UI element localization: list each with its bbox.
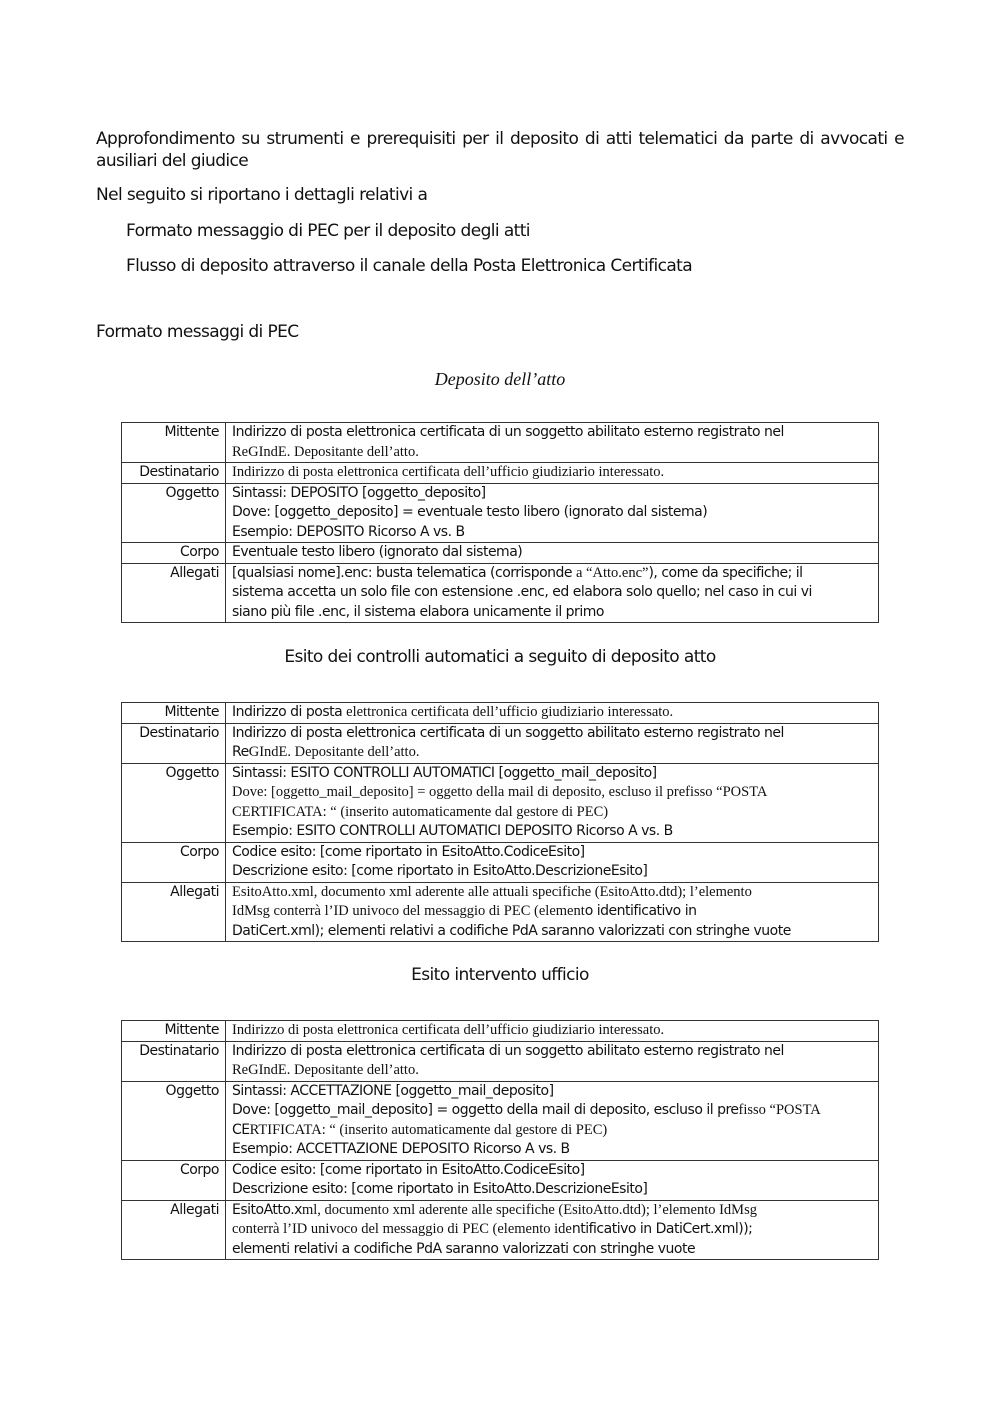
table-row bbox=[122, 423, 879, 463]
value-line bbox=[232, 443, 874, 463]
text-run: Indirizzo di posta elettronica certificata dell’ufficio giudiziario interessato. bbox=[232, 1022, 665, 1038]
table-row bbox=[122, 723, 879, 763]
text-run: ml, documento xml aderente alle specifiche (EsitoAtto.dtd); l’elemento IdMsg bbox=[301, 1201, 757, 1218]
text-run: ReGIndE. Depositante dell’atto. bbox=[232, 443, 419, 460]
value-line bbox=[232, 843, 874, 863]
text-run: CERTIFICATA: “ (inserito automaticamente dal gestore di PEC) bbox=[232, 803, 609, 820]
value-line bbox=[232, 922, 874, 942]
text-run: Indirizzo di posta elettronica certificata di un soggetto abilitato esterno registrato nel bbox=[232, 1042, 784, 1059]
row-value bbox=[226, 1200, 879, 1260]
row-value bbox=[226, 463, 879, 484]
text-run: elementi relativi a codifiche PdA saranno valorizzati con stringhe vuote bbox=[232, 1240, 696, 1257]
value-line bbox=[232, 1082, 874, 1102]
text-run: sistema accetta un solo file con estensione .enc, ed elabora solo quello; nel caso in cui vi bbox=[232, 584, 812, 600]
row-value bbox=[226, 703, 879, 724]
value-line bbox=[232, 1220, 874, 1240]
value-line bbox=[232, 724, 874, 744]
section-title: Formato messaggi di PEC bbox=[96, 322, 299, 342]
value-line bbox=[232, 1140, 874, 1160]
row-value bbox=[226, 483, 879, 543]
table-caption-esito-controlli: Esito dei controlli automatici a seguito di deposito atto bbox=[284, 647, 716, 667]
row-value bbox=[226, 1021, 879, 1042]
row-value bbox=[226, 1041, 879, 1081]
text-run: fisso “POSTA bbox=[738, 1102, 821, 1118]
text-run: Indirizzo di posta elettronica certificata dell’ufficio giudiziario interessato. bbox=[232, 464, 665, 480]
text-run: Sintassi: ACCETTAZIONE [oggetto_mail_deposito] bbox=[232, 1082, 554, 1099]
text-run: Re bbox=[232, 744, 249, 760]
row-label: Oggetto bbox=[122, 1081, 226, 1160]
value-line bbox=[232, 543, 874, 563]
row-label: Oggetto bbox=[122, 763, 226, 842]
intro-title: Approfondimento su strumenti e prerequisiti per il deposito di atti telematici da parte di avvocati e ausiliari del giudice bbox=[96, 129, 904, 171]
row-value bbox=[226, 1160, 879, 1200]
row-label: Corpo bbox=[122, 543, 226, 564]
text-run: conterrà l’ID univoco del messaggio di PEC (elemento ide bbox=[232, 1221, 572, 1237]
text-run: Dove: [oggetto_deposito] = eventuale testo libero (ignorato dal sistema) bbox=[232, 504, 708, 520]
value-line bbox=[232, 1240, 874, 1260]
row-label: Allegati bbox=[122, 1200, 226, 1260]
value-line bbox=[232, 1161, 874, 1181]
value-line bbox=[232, 783, 874, 803]
text-run: ), come da specifiche; il bbox=[648, 564, 803, 581]
row-label: Destinatario bbox=[122, 1041, 226, 1081]
text-run: DatiCert.xml); elementi relativi a codifiche PdA saranno valorizzati con stringhe vuote bbox=[232, 922, 791, 939]
text-run: Esempio: ESITO CONTROLLI AUTOMATICI DEPOSITO Ricorso A vs. B bbox=[232, 823, 673, 839]
text-run: Indirizzo di posta elettronica certificata di un soggetto abilitato esterno registrato nel bbox=[232, 724, 784, 741]
value-line bbox=[232, 764, 874, 784]
table-row bbox=[122, 463, 879, 484]
value-line bbox=[232, 423, 874, 443]
intro-list-item: Formato messaggio di PEC per il deposito degli atti bbox=[126, 221, 530, 241]
value-line bbox=[232, 883, 874, 903]
value-line bbox=[232, 484, 874, 504]
text-run: Descrizione esito: [come riportato in EsitoAtto.DescrizioneEsito] bbox=[232, 1181, 648, 1197]
table-row bbox=[122, 703, 879, 724]
value-line bbox=[232, 603, 874, 623]
value-line bbox=[232, 1061, 874, 1081]
table-row bbox=[122, 1200, 879, 1260]
text-run: Sintassi: DEPOSITO [oggetto_deposito] bbox=[232, 484, 486, 501]
row-value bbox=[226, 882, 879, 942]
row-label: Mittente bbox=[122, 423, 226, 463]
text-run: a “Atto.enc” bbox=[576, 564, 649, 581]
text-run: Dove: [oggetto_mail_deposito] = oggetto della mail di deposito, escluso il prefisso “POSTA bbox=[232, 784, 768, 800]
text-run: Eventuale testo libero (ignorato dal sistema) bbox=[232, 544, 523, 560]
text-run: EsitoAtto.xml, documento xml aderente alle attuali specifiche (EsitoAtto.dtd); l’elemento bbox=[232, 883, 752, 900]
text-run: EsitoAtto.x bbox=[232, 1201, 302, 1218]
text-run: siano più file .enc, il sistema elabora unicamente il primo bbox=[232, 603, 604, 620]
table-row bbox=[122, 543, 879, 564]
row-label: Allegati bbox=[122, 882, 226, 942]
text-run: ReGIndE. Depositante dell’atto. bbox=[232, 1062, 419, 1078]
row-value bbox=[226, 563, 879, 623]
value-line bbox=[232, 1021, 874, 1041]
row-label: Corpo bbox=[122, 842, 226, 882]
table-esito-intervento bbox=[121, 1020, 879, 1260]
value-line bbox=[232, 803, 874, 823]
text-run: o identificativo in bbox=[584, 903, 697, 919]
value-line bbox=[232, 523, 874, 543]
table-row bbox=[122, 1081, 879, 1160]
text-run: Indirizzo di posta bbox=[232, 704, 347, 720]
text-run: Esempio: ACCETTAZIONE DEPOSITO Ricorso A vs. B bbox=[232, 1141, 570, 1157]
row-value bbox=[226, 423, 879, 463]
value-line bbox=[232, 1121, 874, 1141]
text-run: elettronica certificata dell’ufficio giudiziario interessato. bbox=[346, 704, 674, 720]
value-line bbox=[232, 703, 874, 723]
value-line bbox=[232, 902, 874, 922]
value-line bbox=[232, 862, 874, 882]
table-row bbox=[122, 563, 879, 623]
intro-list-item: Flusso di deposito attraverso il canale della Posta Elettronica Certificata bbox=[126, 256, 693, 276]
text-run: Dove: [oggetto_mail_deposito] = oggetto della mail di deposito, escluso il pre bbox=[232, 1102, 739, 1118]
text-run: Descrizione esito: [come riportato in EsitoAtto.DescrizioneEsito] bbox=[232, 863, 648, 879]
text-run: RTIFICATA: “ (inserito automaticamente dal gestore di PEC) bbox=[249, 1121, 608, 1138]
row-label: Destinatario bbox=[122, 723, 226, 763]
value-line bbox=[232, 503, 874, 523]
value-line bbox=[232, 743, 874, 763]
value-line bbox=[232, 463, 874, 483]
table-row bbox=[122, 1160, 879, 1200]
text-run: Codice esito: [come riportato in EsitoAtto.CodiceEsito] bbox=[232, 1161, 585, 1178]
value-line bbox=[232, 583, 874, 603]
table-deposito-atto bbox=[121, 422, 879, 623]
table-row bbox=[122, 763, 879, 842]
row-label: Corpo bbox=[122, 1160, 226, 1200]
row-label: Allegati bbox=[122, 563, 226, 623]
text-run: Sintassi: ESITO CONTROLLI AUTOMATICI [oggetto_mail_deposito] bbox=[232, 764, 657, 781]
intro-lead: Nel seguito si riportano i dettagli relativi a bbox=[96, 185, 428, 205]
row-label: Mittente bbox=[122, 1021, 226, 1042]
value-line bbox=[232, 822, 874, 842]
row-value bbox=[226, 842, 879, 882]
value-line bbox=[232, 564, 874, 584]
row-value bbox=[226, 723, 879, 763]
table-esito-controlli bbox=[121, 702, 879, 942]
text-run: GIndE. Depositante dell’atto. bbox=[248, 744, 420, 760]
table-caption-deposito: Deposito dell’atto bbox=[434, 369, 566, 389]
row-value bbox=[226, 1081, 879, 1160]
table-row bbox=[122, 483, 879, 543]
value-line bbox=[232, 1101, 874, 1121]
text-run: [qualsiasi nome].enc: busta telematica (corrisponde bbox=[232, 564, 576, 581]
table-row bbox=[122, 1021, 879, 1042]
table-row bbox=[122, 842, 879, 882]
table-caption-esito-intervento: Esito intervento ufficio bbox=[411, 965, 589, 985]
value-line bbox=[232, 1180, 874, 1200]
text-run: IdMsg conterrà l’ID univoco del messaggio di PEC (element bbox=[232, 903, 585, 919]
value-line bbox=[232, 1042, 874, 1062]
row-label: Mittente bbox=[122, 703, 226, 724]
row-value bbox=[226, 763, 879, 842]
text-run: Esempio: DEPOSITO Ricorso A vs. B bbox=[232, 523, 465, 540]
table-row bbox=[122, 1041, 879, 1081]
text-run: ntificativo in DatiCert.xml)); bbox=[571, 1221, 753, 1237]
text-run: CE bbox=[232, 1121, 250, 1138]
row-value bbox=[226, 543, 879, 564]
value-line bbox=[232, 1201, 874, 1221]
table-row bbox=[122, 882, 879, 942]
row-label: Oggetto bbox=[122, 483, 226, 543]
text-run: Indirizzo di posta elettronica certificata di un soggetto abilitato esterno registrato nel bbox=[232, 424, 784, 440]
text-run: Codice esito: [come riportato in EsitoAtto.CodiceEsito] bbox=[232, 843, 585, 860]
row-label: Destinatario bbox=[122, 463, 226, 484]
